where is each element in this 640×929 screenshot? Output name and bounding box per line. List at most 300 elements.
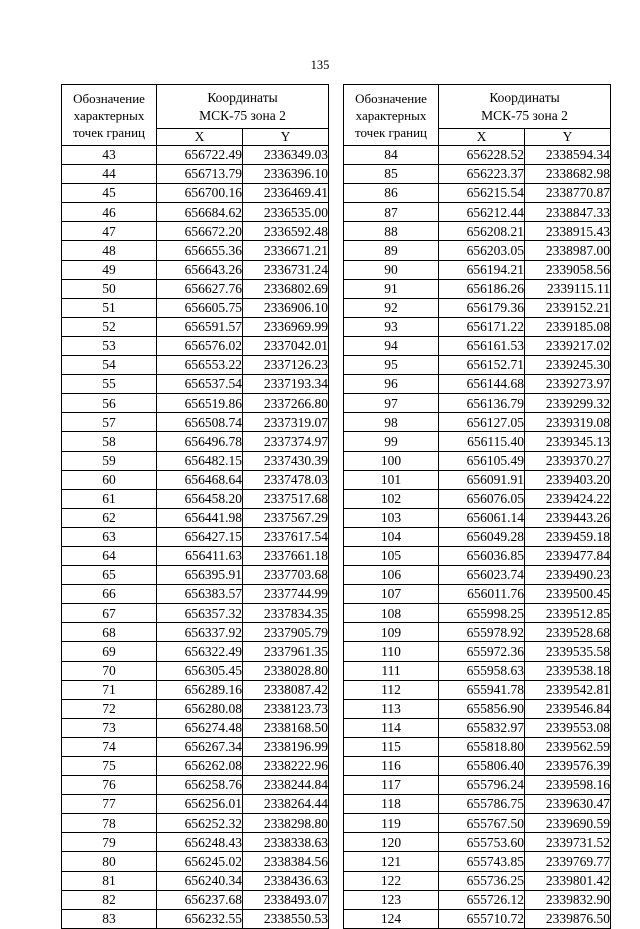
x-coordinate-cell: 656482.15	[157, 451, 243, 470]
table-row	[344, 795, 611, 814]
coordinates-header-line2: МСК-75 зона 2	[199, 107, 286, 123]
table-row	[344, 298, 611, 317]
x-coordinate-cell: 656672.20	[157, 222, 243, 241]
point-number-cell: 59	[62, 451, 157, 470]
y-coordinate-cell: 2339345.13	[525, 432, 611, 451]
point-number-cell: 69	[62, 642, 157, 661]
point-number-cell: 53	[62, 336, 157, 355]
y-coordinate-cell: 2337193.34	[243, 375, 329, 394]
table-row	[344, 184, 611, 203]
x-coordinate-cell: 656232.55	[157, 909, 243, 928]
y-coordinate-cell: 2336396.10	[243, 165, 329, 184]
y-coordinate-cell: 2339535.58	[525, 642, 611, 661]
table-row	[344, 623, 611, 642]
x-coordinate-cell: 656427.15	[157, 527, 243, 546]
table-row	[62, 470, 329, 489]
point-number-cell: 115	[344, 737, 439, 756]
x-coordinate-cell: 655958.63	[439, 661, 525, 680]
y-coordinate-cell: 2337042.01	[243, 336, 329, 355]
y-coordinate-cell: 2338594.34	[525, 146, 611, 165]
point-label-header	[344, 85, 439, 146]
x-coordinate-cell: 656212.44	[439, 203, 525, 222]
y-coordinate-cell: 2339528.68	[525, 623, 611, 642]
table-row	[344, 814, 611, 833]
coordinates-header	[157, 85, 329, 129]
x-coordinate-cell: 656280.08	[157, 699, 243, 718]
x-coordinate-cell: 656076.05	[439, 489, 525, 508]
x-coordinate-cell: 656289.16	[157, 680, 243, 699]
y-coordinate-cell: 2338847.33	[525, 203, 611, 222]
x-coordinate-cell: 656700.16	[157, 184, 243, 203]
x-coordinate-cell: 656305.45	[157, 661, 243, 680]
x-coordinate-cell: 655753.60	[439, 833, 525, 852]
point-label-header-line1: Обозначение	[355, 90, 427, 106]
point-number-cell: 56	[62, 394, 157, 413]
x-coordinate-cell: 656496.78	[157, 432, 243, 451]
x-coordinate-cell: 656357.32	[157, 604, 243, 623]
y-coordinate-cell: 2339459.18	[525, 527, 611, 546]
point-number-cell: 77	[62, 795, 157, 814]
x-coordinate-cell: 656245.02	[157, 852, 243, 871]
x-coordinate-cell: 655818.80	[439, 737, 525, 756]
table-row	[62, 757, 329, 776]
table-row	[62, 317, 329, 336]
x-coordinate-cell: 656152.71	[439, 356, 525, 375]
x-coordinate-cell: 656508.74	[157, 413, 243, 432]
x-coordinate-cell: 656576.02	[157, 336, 243, 355]
y-coordinate-cell: 2338123.73	[243, 699, 329, 718]
point-number-cell: 114	[344, 718, 439, 737]
y-coordinate-cell: 2336535.00	[243, 203, 329, 222]
table-row	[344, 432, 611, 451]
point-number-cell: 47	[62, 222, 157, 241]
table-row	[344, 508, 611, 527]
point-number-cell: 64	[62, 546, 157, 565]
table-row	[344, 776, 611, 795]
point-number-cell: 83	[62, 909, 157, 928]
y-coordinate-cell: 2339403.20	[525, 470, 611, 489]
x-column-header: X	[157, 129, 243, 146]
table-row	[344, 165, 611, 184]
y-coordinate-cell: 2337905.79	[243, 623, 329, 642]
x-coordinate-cell: 655978.92	[439, 623, 525, 642]
point-number-cell: 72	[62, 699, 157, 718]
x-coordinate-cell: 656395.91	[157, 566, 243, 585]
point-number-cell: 51	[62, 298, 157, 317]
x-coordinate-cell: 655856.90	[439, 699, 525, 718]
point-number-cell: 112	[344, 680, 439, 699]
x-coordinate-cell: 655941.78	[439, 680, 525, 699]
point-number-cell: 44	[62, 165, 157, 184]
point-number-cell: 120	[344, 833, 439, 852]
y-coordinate-cell: 2338682.98	[525, 165, 611, 184]
table-row	[62, 776, 329, 795]
table-row	[344, 718, 611, 737]
x-coordinate-cell: 656105.49	[439, 451, 525, 470]
table-row	[344, 279, 611, 298]
y-coordinate-cell: 2337430.39	[243, 451, 329, 470]
y-coordinate-cell: 2338264.44	[243, 795, 329, 814]
point-number-cell: 61	[62, 489, 157, 508]
table-row	[62, 279, 329, 298]
point-label-header-line2: характерных	[73, 107, 145, 123]
table-row	[62, 203, 329, 222]
x-coordinate-cell: 656337.92	[157, 623, 243, 642]
y-coordinate-cell: 2337478.03	[243, 470, 329, 489]
table-row	[344, 336, 611, 355]
x-coordinate-cell: 655786.75	[439, 795, 525, 814]
y-coordinate-cell: 2337126.23	[243, 356, 329, 375]
y-coordinate-cell: 2339562.59	[525, 737, 611, 756]
point-number-cell: 65	[62, 566, 157, 585]
x-coordinate-cell: 656186.26	[439, 279, 525, 298]
x-coordinate-cell: 656537.54	[157, 375, 243, 394]
x-coordinate-cell: 656208.21	[439, 222, 525, 241]
table-row	[62, 623, 329, 642]
x-coordinate-cell: 656248.43	[157, 833, 243, 852]
point-number-cell: 43	[62, 146, 157, 165]
point-number-cell: 78	[62, 814, 157, 833]
point-label-header	[62, 85, 157, 146]
coordinates-table-right-body	[344, 146, 611, 929]
y-coordinate-cell: 2336969.99	[243, 317, 329, 336]
table-row	[344, 413, 611, 432]
point-label-header-line2: характерных	[355, 107, 427, 123]
table-row	[344, 757, 611, 776]
point-number-cell: 122	[344, 871, 439, 890]
point-number-cell: 123	[344, 890, 439, 909]
y-coordinate-cell: 2339512.85	[525, 604, 611, 623]
point-number-cell: 80	[62, 852, 157, 871]
table-row	[344, 356, 611, 375]
table-row	[344, 546, 611, 565]
x-coordinate-cell: 656161.53	[439, 336, 525, 355]
y-coordinate-cell: 2339115.11	[525, 279, 611, 298]
table-row	[344, 375, 611, 394]
x-coordinate-cell: 656274.48	[157, 718, 243, 737]
point-number-cell: 124	[344, 909, 439, 928]
y-coordinate-cell: 2337374.97	[243, 432, 329, 451]
point-number-cell: 113	[344, 699, 439, 718]
y-coordinate-cell: 2337961.35	[243, 642, 329, 661]
y-coordinate-cell: 2339273.97	[525, 375, 611, 394]
point-label-header-line3: точек границ	[72, 124, 146, 140]
table-row	[62, 298, 329, 317]
point-number-cell: 102	[344, 489, 439, 508]
x-coordinate-cell: 655806.40	[439, 757, 525, 776]
point-number-cell: 54	[62, 356, 157, 375]
table-row	[344, 489, 611, 508]
y-coordinate-cell: 2339546.84	[525, 699, 611, 718]
point-number-cell: 118	[344, 795, 439, 814]
y-coordinate-cell: 2337617.54	[243, 527, 329, 546]
point-number-cell: 90	[344, 260, 439, 279]
x-coordinate-cell: 656127.05	[439, 413, 525, 432]
y-coordinate-cell: 2338493.07	[243, 890, 329, 909]
table-row	[344, 470, 611, 489]
point-number-cell: 97	[344, 394, 439, 413]
point-number-cell: 101	[344, 470, 439, 489]
point-number-cell: 57	[62, 413, 157, 432]
x-coordinate-cell: 656240.34	[157, 871, 243, 890]
point-number-cell: 81	[62, 871, 157, 890]
x-coordinate-cell: 655796.24	[439, 776, 525, 795]
table-row	[62, 566, 329, 585]
point-number-cell: 79	[62, 833, 157, 852]
x-coordinate-cell: 655998.25	[439, 604, 525, 623]
y-coordinate-cell: 2337744.99	[243, 585, 329, 604]
x-coordinate-cell: 656203.05	[439, 241, 525, 260]
x-coordinate-cell: 655767.50	[439, 814, 525, 833]
y-coordinate-cell: 2339152.21	[525, 298, 611, 317]
y-coordinate-cell: 2336671.21	[243, 241, 329, 260]
point-number-cell: 110	[344, 642, 439, 661]
y-coordinate-cell: 2338222.96	[243, 757, 329, 776]
point-number-cell: 68	[62, 623, 157, 642]
table-row	[344, 203, 611, 222]
table-row	[62, 184, 329, 203]
x-coordinate-cell: 656468.64	[157, 470, 243, 489]
table-row	[62, 489, 329, 508]
table-row	[62, 336, 329, 355]
y-coordinate-cell: 2339500.45	[525, 585, 611, 604]
table-row	[62, 527, 329, 546]
y-coordinate-cell: 2338384.56	[243, 852, 329, 871]
x-coordinate-cell: 656383.57	[157, 585, 243, 604]
x-coordinate-cell: 656256.01	[157, 795, 243, 814]
table-row	[344, 146, 611, 165]
table-row	[62, 260, 329, 279]
y-column-header: Y	[243, 129, 329, 146]
y-coordinate-cell: 2339245.30	[525, 356, 611, 375]
y-coordinate-cell: 2339299.32	[525, 394, 611, 413]
y-coordinate-cell: 2338770.87	[525, 184, 611, 203]
point-number-cell: 82	[62, 890, 157, 909]
point-number-cell: 95	[344, 356, 439, 375]
y-coordinate-cell: 2338436.63	[243, 871, 329, 890]
y-coordinate-cell: 2337567.29	[243, 508, 329, 527]
x-coordinate-cell: 656144.68	[439, 375, 525, 394]
x-coordinate-cell: 656223.37	[439, 165, 525, 184]
point-number-cell: 45	[62, 184, 157, 203]
table-row	[344, 222, 611, 241]
table-row	[344, 852, 611, 871]
y-coordinate-cell: 2338087.42	[243, 680, 329, 699]
y-coordinate-cell: 2339424.22	[525, 489, 611, 508]
y-coordinate-cell: 2338915.43	[525, 222, 611, 241]
point-number-cell: 121	[344, 852, 439, 871]
page-number: 135	[310, 58, 330, 72]
y-coordinate-cell: 2337266.80	[243, 394, 329, 413]
x-coordinate-cell: 656036.85	[439, 546, 525, 565]
table-row	[344, 680, 611, 699]
table-row	[62, 680, 329, 699]
point-number-cell: 85	[344, 165, 439, 184]
y-coordinate-cell: 2337834.35	[243, 604, 329, 623]
coordinates-header-line1: Координаты	[207, 89, 278, 105]
point-number-cell: 89	[344, 241, 439, 260]
x-coordinate-cell: 655710.72	[439, 909, 525, 928]
y-coordinate-cell: 2339319.08	[525, 413, 611, 432]
point-number-cell: 58	[62, 432, 157, 451]
table-row	[62, 642, 329, 661]
x-coordinate-cell: 655832.97	[439, 718, 525, 737]
y-coordinate-cell: 2339876.50	[525, 909, 611, 928]
point-number-cell: 105	[344, 546, 439, 565]
coordinates-table-left	[61, 84, 329, 929]
table-row	[62, 451, 329, 470]
y-coordinate-cell: 2336469.41	[243, 184, 329, 203]
x-coordinate-cell: 656252.32	[157, 814, 243, 833]
point-number-cell: 109	[344, 623, 439, 642]
x-coordinate-cell: 656519.86	[157, 394, 243, 413]
point-number-cell: 67	[62, 604, 157, 623]
table-row	[344, 737, 611, 756]
coordinates-header-line1: Координаты	[489, 89, 560, 105]
point-number-cell: 50	[62, 279, 157, 298]
y-coordinate-cell: 2339490.23	[525, 566, 611, 585]
x-coordinate-cell: 656049.28	[439, 527, 525, 546]
table-row	[344, 566, 611, 585]
y-coordinate-cell: 2337517.68	[243, 489, 329, 508]
point-number-cell: 98	[344, 413, 439, 432]
y-coordinate-cell: 2336592.48	[243, 222, 329, 241]
x-coordinate-cell: 655736.25	[439, 871, 525, 890]
y-coordinate-cell: 2339185.08	[525, 317, 611, 336]
x-column-header: X	[439, 129, 525, 146]
table-row	[344, 890, 611, 909]
y-coordinate-cell: 2339630.47	[525, 795, 611, 814]
table-row	[62, 356, 329, 375]
table-row	[62, 375, 329, 394]
point-number-cell: 107	[344, 585, 439, 604]
point-number-cell: 86	[344, 184, 439, 203]
y-coordinate-cell: 2338196.99	[243, 737, 329, 756]
table-row	[344, 260, 611, 279]
point-number-cell: 55	[62, 375, 157, 394]
table-row	[344, 661, 611, 680]
point-number-cell: 92	[344, 298, 439, 317]
point-number-cell: 87	[344, 203, 439, 222]
table-row	[344, 642, 611, 661]
x-coordinate-cell: 656605.75	[157, 298, 243, 317]
y-coordinate-cell: 2339731.52	[525, 833, 611, 852]
point-number-cell: 106	[344, 566, 439, 585]
x-coordinate-cell: 656091.91	[439, 470, 525, 489]
x-coordinate-cell: 655743.85	[439, 852, 525, 871]
table-row	[344, 871, 611, 890]
table-row	[62, 795, 329, 814]
table-row	[344, 833, 611, 852]
x-coordinate-cell: 656061.14	[439, 508, 525, 527]
x-coordinate-cell: 656553.22	[157, 356, 243, 375]
y-coordinate-cell: 2339477.84	[525, 546, 611, 565]
y-coordinate-cell: 2337703.68	[243, 566, 329, 585]
y-coordinate-cell: 2339576.39	[525, 757, 611, 776]
y-coordinate-cell: 2339832.90	[525, 890, 611, 909]
x-coordinate-cell: 656411.63	[157, 546, 243, 565]
point-number-cell: 73	[62, 718, 157, 737]
x-coordinate-cell: 656441.98	[157, 508, 243, 527]
point-number-cell: 70	[62, 661, 157, 680]
table-row	[62, 146, 329, 165]
y-coordinate-cell: 2336731.24	[243, 260, 329, 279]
x-coordinate-cell: 656011.76	[439, 585, 525, 604]
y-coordinate-cell: 2339542.81	[525, 680, 611, 699]
y-coordinate-cell: 2339690.59	[525, 814, 611, 833]
x-coordinate-cell: 656591.57	[157, 317, 243, 336]
table-row	[62, 432, 329, 451]
y-coordinate-cell: 2339553.08	[525, 718, 611, 737]
table-row	[62, 890, 329, 909]
point-number-cell: 94	[344, 336, 439, 355]
point-number-cell: 93	[344, 317, 439, 336]
point-number-cell: 119	[344, 814, 439, 833]
coordinates-header-line2: МСК-75 зона 2	[481, 107, 568, 123]
point-number-cell: 104	[344, 527, 439, 546]
x-coordinate-cell: 655972.36	[439, 642, 525, 661]
table-row	[62, 413, 329, 432]
point-label-header-line1: Обозначение	[73, 90, 145, 106]
x-coordinate-cell: 656237.68	[157, 890, 243, 909]
x-coordinate-cell: 656194.21	[439, 260, 525, 279]
y-coordinate-cell: 2339370.27	[525, 451, 611, 470]
coordinates-header	[439, 85, 611, 129]
table-row	[344, 394, 611, 413]
y-coordinate-cell: 2338244.84	[243, 776, 329, 795]
point-number-cell: 71	[62, 680, 157, 699]
point-number-cell: 60	[62, 470, 157, 489]
point-number-cell: 63	[62, 527, 157, 546]
x-coordinate-cell: 656627.76	[157, 279, 243, 298]
y-coordinate-cell: 2337661.18	[243, 546, 329, 565]
x-coordinate-cell: 656228.52	[439, 146, 525, 165]
x-coordinate-cell: 656458.20	[157, 489, 243, 508]
point-number-cell: 96	[344, 375, 439, 394]
table-row	[62, 699, 329, 718]
point-number-cell: 74	[62, 737, 157, 756]
x-coordinate-cell: 656267.34	[157, 737, 243, 756]
y-coordinate-cell: 2336802.69	[243, 279, 329, 298]
x-coordinate-cell: 656136.79	[439, 394, 525, 413]
y-coordinate-cell: 2339801.42	[525, 871, 611, 890]
table-row	[62, 394, 329, 413]
y-coordinate-cell: 2338338.63	[243, 833, 329, 852]
y-coordinate-cell: 2339598.16	[525, 776, 611, 795]
table-row	[62, 508, 329, 527]
point-number-cell: 103	[344, 508, 439, 527]
point-number-cell: 76	[62, 776, 157, 795]
table-row	[62, 833, 329, 852]
x-coordinate-cell: 656722.49	[157, 146, 243, 165]
x-coordinate-cell: 656713.79	[157, 165, 243, 184]
x-coordinate-cell: 656023.74	[439, 566, 525, 585]
y-column-header: Y	[525, 129, 611, 146]
point-label-header-line3: точек границ	[354, 124, 428, 140]
y-coordinate-cell: 2338987.00	[525, 241, 611, 260]
y-coordinate-cell: 2337319.07	[243, 413, 329, 432]
table-row	[62, 222, 329, 241]
x-coordinate-cell: 656171.22	[439, 317, 525, 336]
y-coordinate-cell: 2339217.02	[525, 336, 611, 355]
table-row	[344, 451, 611, 470]
point-number-cell: 84	[344, 146, 439, 165]
x-coordinate-cell: 656643.26	[157, 260, 243, 279]
point-number-cell: 108	[344, 604, 439, 623]
point-number-cell: 62	[62, 508, 157, 527]
coordinates-table-right	[343, 84, 611, 929]
table-row	[62, 546, 329, 565]
